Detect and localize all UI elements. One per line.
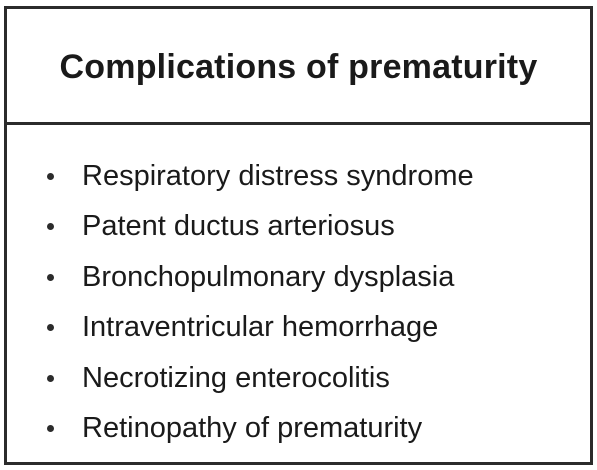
list-item xyxy=(47,151,590,202)
bullet-icon xyxy=(47,274,54,281)
table-title: Complications of prematurity xyxy=(59,48,538,86)
bullet-icon xyxy=(47,375,54,382)
complications-list xyxy=(7,125,590,454)
list-item xyxy=(47,404,590,455)
list-item-label: Intraventricular hemorrhage xyxy=(82,311,439,344)
bullet-icon xyxy=(47,324,54,331)
bullet-icon xyxy=(47,173,54,180)
list-item xyxy=(47,303,590,354)
list-item-label: Patent ductus arteriosus xyxy=(82,210,395,243)
list-item xyxy=(47,202,590,253)
list-item xyxy=(47,252,590,303)
list-item xyxy=(47,353,590,404)
table-header xyxy=(7,9,590,125)
list-item-label: Necrotizing enterocolitis xyxy=(82,361,390,394)
list-item-label: Respiratory distress syndrome xyxy=(82,159,474,192)
bullet-icon xyxy=(47,425,54,432)
complications-table xyxy=(4,6,593,465)
list-item-label: Retinopathy of prematurity xyxy=(82,412,423,445)
list-item-label: Bronchopulmonary dysplasia xyxy=(82,260,455,293)
bullet-icon xyxy=(47,223,54,230)
